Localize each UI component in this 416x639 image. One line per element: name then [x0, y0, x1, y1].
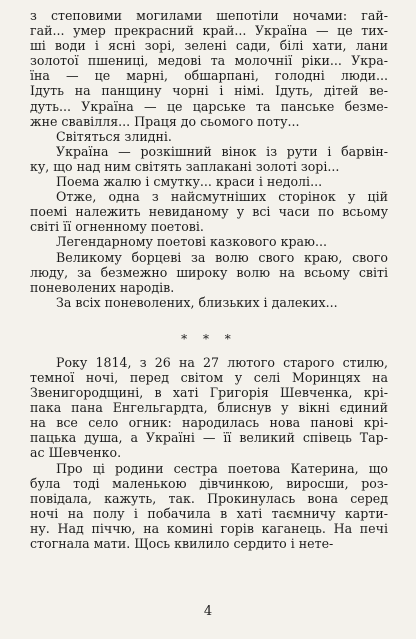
paragraph — [30, 295, 388, 310]
text-line: ас Шевченко. — [30, 445, 122, 461]
text-line: Легендарному поетові казкового краю... — [56, 234, 327, 250]
text-line: Отже, одна з найсмутніших сторінок у цій — [56, 189, 388, 205]
text-line: ночі на полу і побачила в хаті таємничу карти- — [30, 505, 388, 521]
text-line: За всіх поневолених, близьких і далеких... — [56, 294, 338, 310]
paragraph — [30, 234, 388, 249]
text-line: ші води і ясні зорі, зелені сади, білі хати, лани — [30, 38, 388, 54]
page-text — [30, 8, 388, 551]
text-line: стогнала мати. Щось квилило сердито і нете- — [30, 536, 334, 551]
text-line: повідала, кажуть, так. Прокинулась вона серед — [30, 490, 388, 506]
text-line: світі її огненному поетові. — [30, 219, 204, 235]
page-number: 4 — [203, 604, 213, 619]
paragraph — [30, 461, 388, 552]
text-line: жне свавілля... Праця до сьомого поту... — [30, 113, 300, 129]
paragraph — [30, 189, 388, 234]
text-line: Ідуть на панщину чорні і німі. Ідуть, дітей ве- — [30, 83, 388, 99]
section-divider: * * * — [181, 331, 237, 346]
text-line: Світяться злидні. — [56, 128, 172, 144]
text-line: з степовими могилами шепотіли ночами: гай- — [30, 8, 388, 23]
text-line: гай... умер прекрасний край... Україна — це тих- — [30, 23, 388, 39]
text-line: дуть... Україна — це царське та панське безме- — [30, 98, 388, 114]
paragraph — [30, 355, 388, 461]
text-line: Звенигородщині, в хаті Григорія Шевченка, крі- — [30, 385, 388, 401]
text-line: на все село огник: народилась нова панові крі- — [30, 415, 388, 431]
text-line: Україна — розкішний вінок із рути і барвін- — [56, 143, 388, 159]
text-line: Великому борцеві за волю свого краю, свого — [56, 249, 388, 265]
text-line: поемі належить невиданому у всі часи по всьому — [30, 204, 388, 220]
text-line: ну. Над піччю, на комині горів каганець. На печі — [30, 520, 388, 536]
text-line: пацька душа, а Україні — її великий співець Тар- — [30, 430, 388, 446]
text-line: була тоді маленькою дівчинкою, виросши, роз- — [30, 475, 388, 491]
text-line: пака пана Енгельгардта, блиснув у вікні єдиний — [30, 400, 388, 416]
text-line: золотої пшениці, медові та молочнії ріки... Укра- — [30, 53, 388, 69]
text-section-1 — [30, 8, 388, 310]
text-line: темної ночі, перед світом у селі Моринцях на — [30, 369, 388, 385]
text-line: поневолених народів. — [30, 279, 175, 295]
text-section-2 — [30, 355, 388, 551]
text-line: Року 1814, з 26 на 27 лютого старого стилю, — [56, 354, 388, 370]
paragraph — [30, 144, 388, 174]
text-line: люду, за безмежно широку волю на всьому світі — [30, 264, 388, 280]
text-line: ку, що над ним світять заплакані золоті зорі... — [30, 158, 340, 174]
paragraph — [30, 8, 388, 129]
text-line: Про ці родини сестра поетова Катерина, що — [56, 460, 388, 476]
text-line: їна — це марні, обшарпані, голодні люди... — [30, 68, 388, 84]
paragraph — [30, 250, 388, 295]
paragraph — [30, 174, 388, 189]
text-line: Поема жалю і смутку... краси і недолі... — [56, 174, 323, 190]
paragraph — [30, 129, 388, 144]
